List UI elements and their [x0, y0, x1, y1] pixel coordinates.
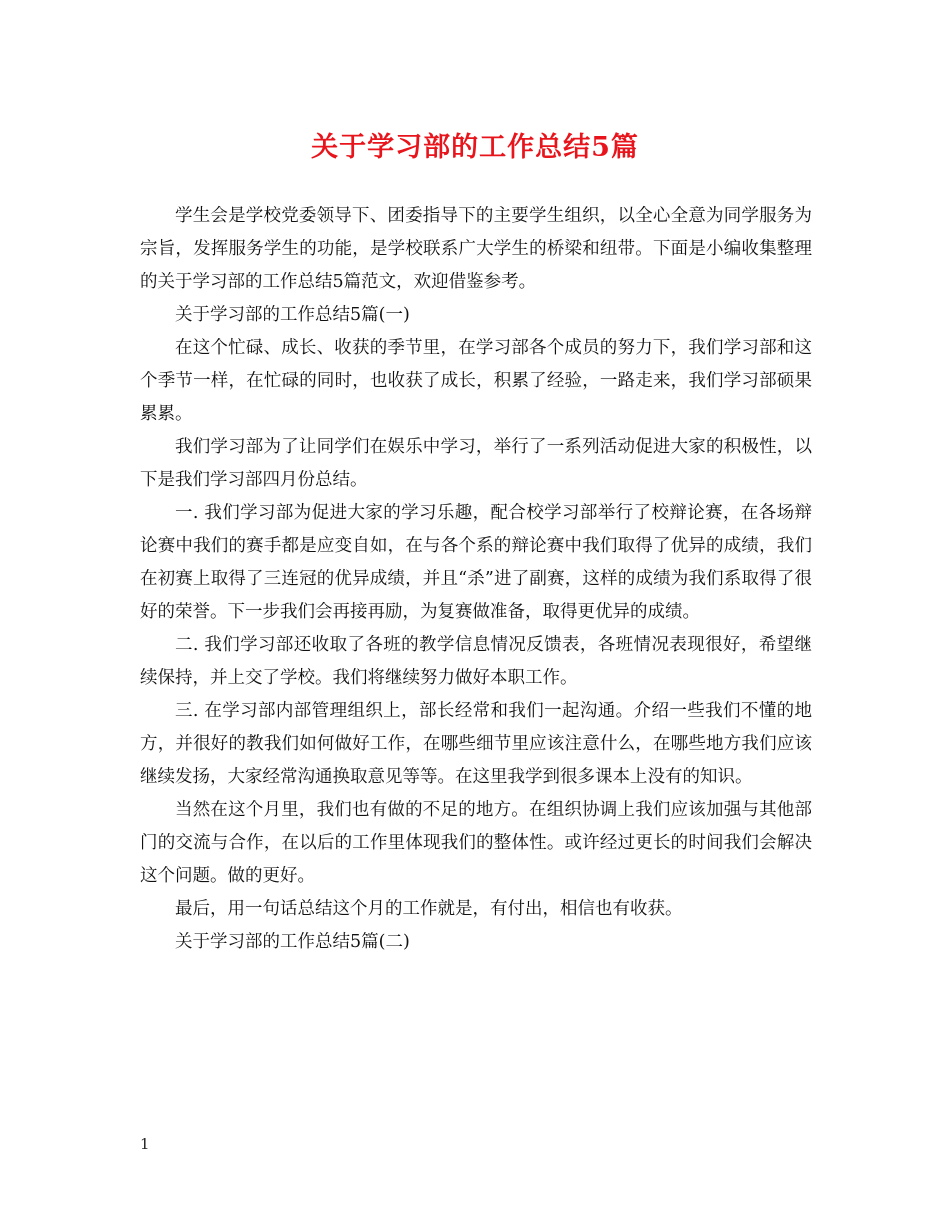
section-heading-2: 关于学习部的工作总结5篇(二) [175, 932, 410, 952]
page-number: 1 [140, 1135, 150, 1153]
paragraph-intro: 学生会是学校党委领导下、团委指导下的主要学生组织，以全心全意为同学服务为宗旨，发挥服务学生的功能，是学校联系广大学生的桥梁和纽带。下面是小编收集整理的关于学习部的工作总结5篇范文，欢迎借鉴参考。 [140, 206, 812, 292]
section-heading-1: 关于学习部的工作总结5篇(一) [175, 305, 410, 325]
paragraph: 我们学习部为了让同学们在娱乐中学习，举行了一系列活动促进大家的积极性，以下是我们学习部四月份总结。 [140, 437, 812, 490]
paragraph-item-2: 二. 我们学习部还收取了各班的教学信息情况反馈表，各班情况表现很好，希望继续保持，并上交了学校。我们将继续努力做好本职工作。 [140, 635, 812, 688]
paragraph: 在这个忙碌、成长、收获的季节里，在学习部各个成员的努力下，我们学习部和这个季节一样，在忙碌的同时，也收获了成长，积累了经验，一路走来，我们学习部硕果累累。 [140, 338, 812, 424]
paragraph-item-3: 三. 在学习部内部管理组织上，部长经常和我们一起沟通。介绍一些我们不懂的地方，并很好的教我们如何做好工作，在哪些细节里应该注意什么，在哪些地方我们应该继续发扬，大家经常沟通换取意见等等。在这里我学到很多课本上没有的知识。 [140, 701, 812, 787]
document-body [140, 200, 812, 959]
paragraph: 当然在这个月里，我们也有做的不足的地方。在组织协调上我们应该加强与其他部门的交流与合作，在以后的工作里体现我们的整体性。或许经过更长的时间我们会解决这个问题。做的更好。 [140, 800, 812, 886]
document-title: 关于学习部的工作总结5篇 [311, 132, 639, 163]
paragraph: 最后，用一句话总结这个月的工作就是，有付出，相信也有收获。 [175, 899, 683, 919]
paragraph-item-1: 一. 我们学习部为促进大家的学习乐趣，配合校学习部举行了校辩论赛，在各场辩论赛中我们的赛手都是应变自如，在与各个系的辩论赛中我们取得了优异的成绩，我们在初赛上取得了三连冠的优异成绩，并且“杀”进了副赛，这样的成绩为我们系取得了很好的荣誉。下一步我们会再接再励，为复赛做准备，取得更优异的成绩。 [140, 503, 812, 622]
